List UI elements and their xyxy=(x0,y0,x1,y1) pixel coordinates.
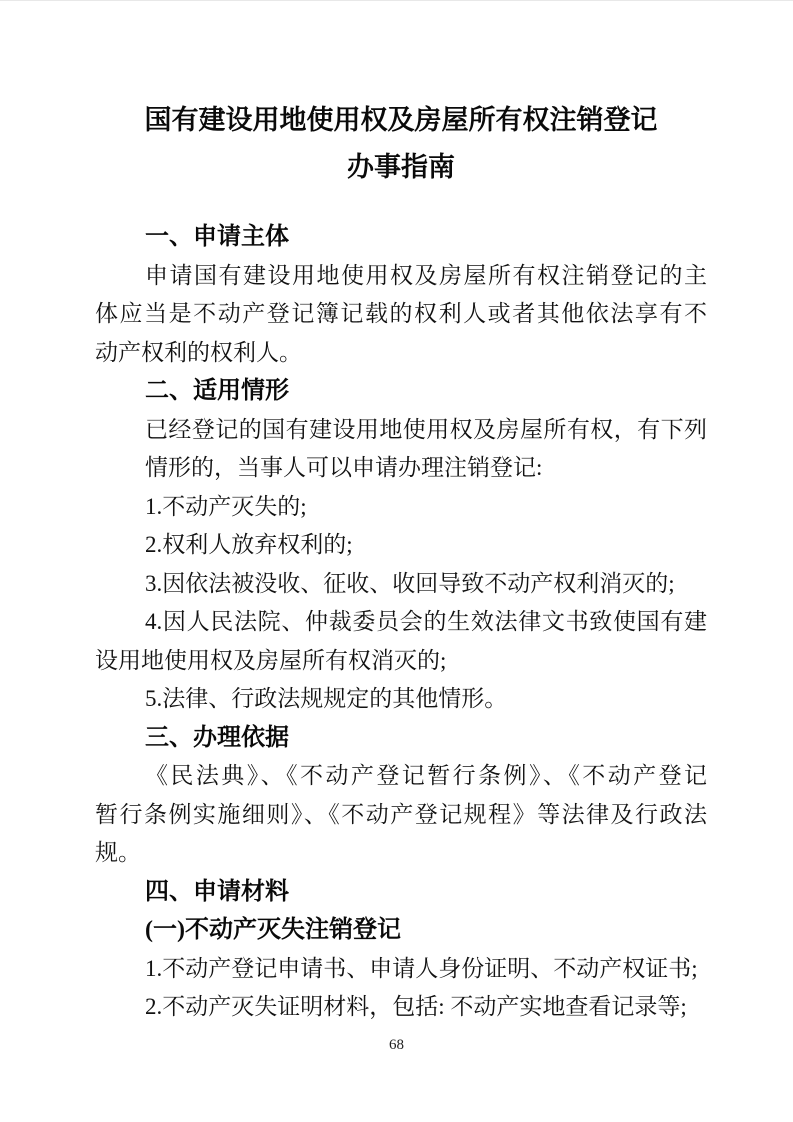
page-number: 68 xyxy=(389,1037,404,1053)
paragraph-line: 动产权利的权利人。 xyxy=(95,339,302,365)
material-item-1: 1.不动产登记申请书、申请人身份证明、不动产权证书; xyxy=(145,955,698,981)
section-2-heading: 二、适用情形 xyxy=(145,377,289,404)
list-item-3: 3.因依法被没收、征收、收回导致不动产权利消灭的; xyxy=(145,570,675,596)
list-item-4: 4.因人民法院、仲裁委员会的生效法律文书致使国有建 xyxy=(145,609,707,634)
list-item-5: 5.法律、行政法规规定的其他情形。 xyxy=(145,686,508,711)
paragraph-line: 申请国有建设用地使用权及房屋所有权注销登记的主 xyxy=(145,262,707,288)
document-title-line-1: 国有建设用地使用权及房屋所有权注销登记 xyxy=(144,105,658,135)
section-4-heading: 四、申请材料 xyxy=(145,877,289,905)
document-title-line-2: 办事指南 xyxy=(347,152,455,182)
paragraph-line: 《民法典》、《不动产登记暂行条例》、《不动产登记 xyxy=(145,763,707,788)
paragraph-line: 规。 xyxy=(95,840,141,865)
list-item-2: 2.权利人放弃权利的; xyxy=(145,532,353,557)
paragraph-line: 已经登记的国有建设用地使用权及房屋所有权，有下列 xyxy=(145,416,707,442)
document-body xyxy=(95,218,707,1027)
sub-section-heading: (一)不动产灭失注销登记 xyxy=(145,917,401,943)
paragraph-line: 暂行条例实施细则》、《不动产登记规程》等法律及行政法 xyxy=(95,801,707,827)
section-3-heading: 三、办理依据 xyxy=(145,723,289,751)
document-title xyxy=(95,97,707,191)
material-item-2: 2.不动产灭失证明材料，包括: 不动产实地查看记录等; xyxy=(145,994,687,1019)
section-1-heading: 一、申请主体 xyxy=(145,223,289,250)
paragraph-line: 体应当是不动产登记簿记载的权利人或者其他依法享有不 xyxy=(95,301,707,326)
paragraph-line: 情形的，当事人可以申请办理注销登记: xyxy=(145,455,543,480)
list-item-1: 1.不动产灭失的; xyxy=(145,493,307,519)
list-item-4-continued: 设用地使用权及房屋所有权消灭的; xyxy=(95,647,447,673)
